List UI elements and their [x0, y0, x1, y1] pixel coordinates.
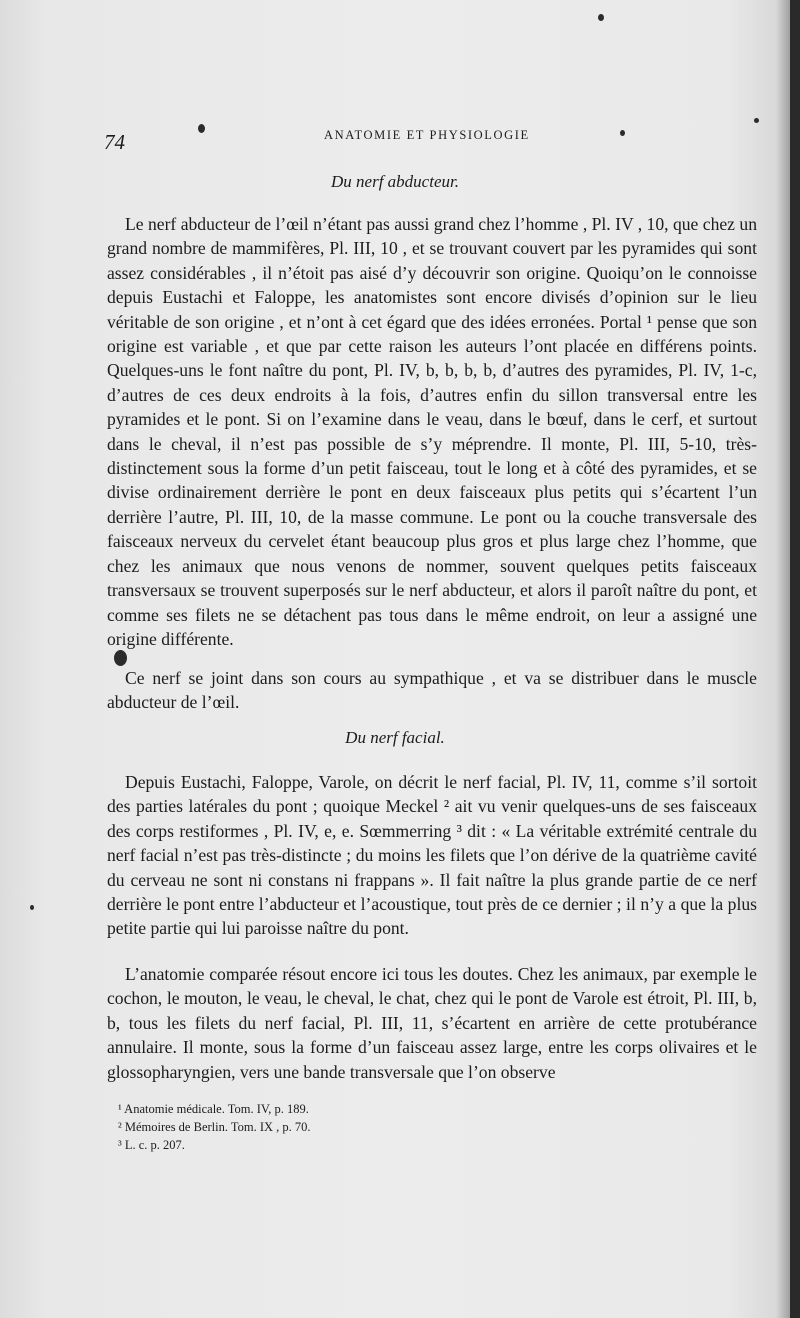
- ink-speck: [754, 118, 759, 123]
- ink-speck: [30, 905, 34, 910]
- ink-speck: [198, 124, 205, 133]
- section-title-abducteur: Du nerf abducteur.: [331, 172, 459, 191]
- paragraph-abducteur-1: Le nerf abducteur de l’œil n’étant pas aussi grand chez l’homme , Pl. IV , 10, que chez un grand nombre de mammifères, Pl. III, 10 , et se trouvant couvert par les pyramides qui sont assez considérables , il n’étoit pas aisé d’y découvrir son origine. Quoiqu’on le connoisse depuis Eustachi et Faloppe, les anatomistes sont encore divisés d’opinion sur le lieu véritable de son origine , et n’ont à cet égard que des idées erronées. Portal ¹ pense que son origine est variable , et que par cette raison les auteurs l’ont placée en différens points. Quelques-uns le font naître du pont, Pl. IV, b, b, b, b, d’autres des pyramides, Pl. IV, 1-c, d’autres de ces deux endroits à la fois, d’autres enfin du sillon transversal entre les pyramides et le pont. Si on l’examine dans le veau, dans le bœuf, dans le cerf, et surtout dans le cheval, il n’est pas possible de s’y méprendre. Il monte, Pl. III, 5-10, très-distinctement sous la forme d’un petit faisceau, tout le long et à côté des pyramides, et se divise ordinairement derrière le pont en deux faisceaux plus petits qui s’écartent l’un derrière l’autre, Pl. III, 10, de la masse commune. Le pont ou la couche transversale des faisceaux nerveux du cervelet étant beaucoup plus gros et plus large chez l’homme, que chez les animaux que nous venons de nommer, souvent quelques petits faisceaux transversaux se trouvent superposés sur le nerf abducteur, et alors il paroît naître du pont, et comme ses filets ne se détachent pas tous dans le même endroit, on leur a assigné une origine différente.: [107, 214, 757, 649]
- running-head: ANATOMIE ET PHYSIOLOGIE: [324, 128, 530, 142]
- footnote-3: ³ L. c. p. 207.: [118, 1138, 185, 1152]
- ink-speck: [598, 14, 604, 21]
- paragraph-facial-2: L’anatomie comparée résout encore ici tous les doutes. Chez les animaux, par exemple le cochon, le mouton, le veau, le cheval, le chat, chez qui le pont de Varole est étroit, Pl. III, b, b, tous les filets du nerf facial, Pl. III, 11, s’écartent en arrière de cette protubérance annulaire. Il monte, sous la forme d’un faisceau assez large, entre les corps olivaires et le glossopharyngien, vers une bande transversale que l’on observe: [107, 964, 757, 1082]
- page-edge-shadow: [776, 0, 790, 1318]
- paragraph-abducteur-2: Ce nerf se joint dans son cours au sympathique , et va se distribuer dans le muscle abducteur de l’œil.: [107, 668, 757, 713]
- page-number: 74: [104, 130, 125, 154]
- footnote-1: ¹ Anatomie médicale. Tom. IV, p. 189.: [118, 1102, 309, 1116]
- footnote-2: ² Mémoires de Berlin. Tom. IX , p. 70.: [118, 1120, 311, 1134]
- ink-speck: [114, 650, 127, 666]
- section-title-facial: Du nerf facial.: [345, 728, 445, 747]
- footnotes: [118, 1100, 518, 1154]
- paragraph-facial-1: Depuis Eustachi, Faloppe, Varole, on décrit le nerf facial, Pl. IV, 11, comme s’il sortoit des parties latérales du pont ; quoique Meckel ² ait vu venir quelques-uns de ses faisceaux des corps restiformes , Pl. IV, e, e. Sœmmerring ³ dit : « La véritable extrémité centrale du nerf facial n’est pas très-distincte ; du moins les filets que l’on dérive de la quatrième cavité du cerveau ne sont ni constans ni frappans ». Il fait naître la plus grande partie de ce nerf derrière le pont entre l’abducteur et l’acoustique, tout près de ce dernier ; il n’y a que la plus petite partie qui lui paroisse naître du pont.: [107, 772, 757, 939]
- ink-speck: [620, 130, 625, 136]
